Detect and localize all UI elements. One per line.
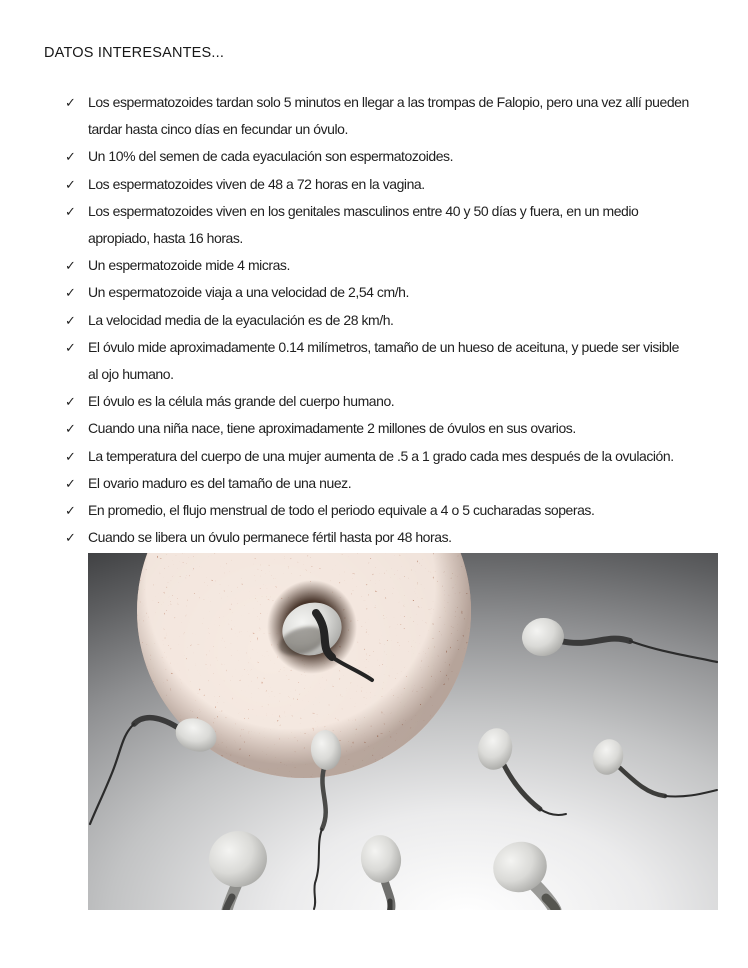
sperm-egg-illustration <box>88 553 718 910</box>
check-bullet-icon: ✓ <box>65 421 76 437</box>
list-item-text: En promedio, el flujo menstrual de todo el periodo equivale a 4 o 5 cucharadas soperas. <box>88 502 595 519</box>
list-item-text: El óvulo es la célula más grande del cuerpo humano. <box>88 393 395 410</box>
check-bullet-icon: ✓ <box>65 149 76 165</box>
fertilization-photo <box>88 553 718 910</box>
check-bullet-icon: ✓ <box>65 203 76 219</box>
list-item-text: apropiado, hasta 16 horas. <box>88 230 243 247</box>
check-bullet-icon: ✓ <box>65 339 76 355</box>
facts-list <box>65 89 725 551</box>
page-title: DATOS INTERESANTES... <box>44 45 225 61</box>
list-item <box>65 143 725 170</box>
check-bullet-icon: ✓ <box>65 394 76 410</box>
list-item-text: Cuando una niña nace, tiene aproximadamente 2 millones de óvulos en sus ovarios. <box>88 420 576 437</box>
check-bullet-icon: ✓ <box>65 448 76 464</box>
list-item-text: Un espermatozoide viaja a una velocidad de 2,54 cm/h. <box>88 284 409 301</box>
check-bullet-icon: ✓ <box>65 312 76 328</box>
list-item <box>65 89 725 143</box>
list-item-text: El óvulo mide aproximadamente 0.14 milímetros, tamaño de un hueso de aceituna, y puede ser visible <box>88 338 679 355</box>
list-item <box>65 334 725 388</box>
list-item-text: El ovario maduro es del tamaño de una nuez. <box>88 474 352 491</box>
check-bullet-icon: ✓ <box>65 475 76 491</box>
list-item-text: Los espermatozoides tardan solo 5 minutos en llegar a las trompas de Falopio, pero una vez allí pueden <box>88 94 689 110</box>
list-item <box>65 415 725 442</box>
list-item-text: Un espermatozoide mide 4 micras. <box>88 257 290 274</box>
list-item <box>65 388 725 415</box>
check-bullet-icon: ✓ <box>65 95 76 110</box>
list-item-text: tardar hasta cinco días en fecundar un óvulo. <box>88 121 348 138</box>
list-item-text: La velocidad media de la eyaculación es de 28 km/h. <box>88 311 394 328</box>
check-bullet-icon: ✓ <box>65 285 76 301</box>
list-item-text: al ojo humano. <box>88 366 174 383</box>
list-item <box>65 524 725 551</box>
check-bullet-icon: ✓ <box>65 176 76 192</box>
list-item-text: Cuando se libera un óvulo permanece fértil hasta por 48 horas. <box>88 529 452 546</box>
list-item <box>65 307 725 334</box>
list-item <box>65 198 725 252</box>
list-item <box>65 171 725 198</box>
check-bullet-icon: ✓ <box>65 503 76 519</box>
list-item-text: La temperatura del cuerpo de una mujer aumenta de .5 a 1 grado cada mes después de la ovulación. <box>88 447 674 464</box>
list-item <box>65 279 725 306</box>
list-item-text: Un 10% del semen de cada eyaculación son espermatozoides. <box>88 148 454 165</box>
list-item <box>65 443 725 470</box>
list-item <box>65 252 725 279</box>
check-bullet-icon: ✓ <box>65 258 76 274</box>
check-bullet-icon: ✓ <box>65 530 76 546</box>
list-item-text: Los espermatozoides viven en los genitales masculinos entre 40 y 50 días y fuera, en un medio <box>88 202 639 219</box>
list-item-text: Los espermatozoides viven de 48 a 72 horas en la vagina. <box>88 175 425 192</box>
list-item <box>65 470 725 497</box>
list-item <box>65 497 725 524</box>
